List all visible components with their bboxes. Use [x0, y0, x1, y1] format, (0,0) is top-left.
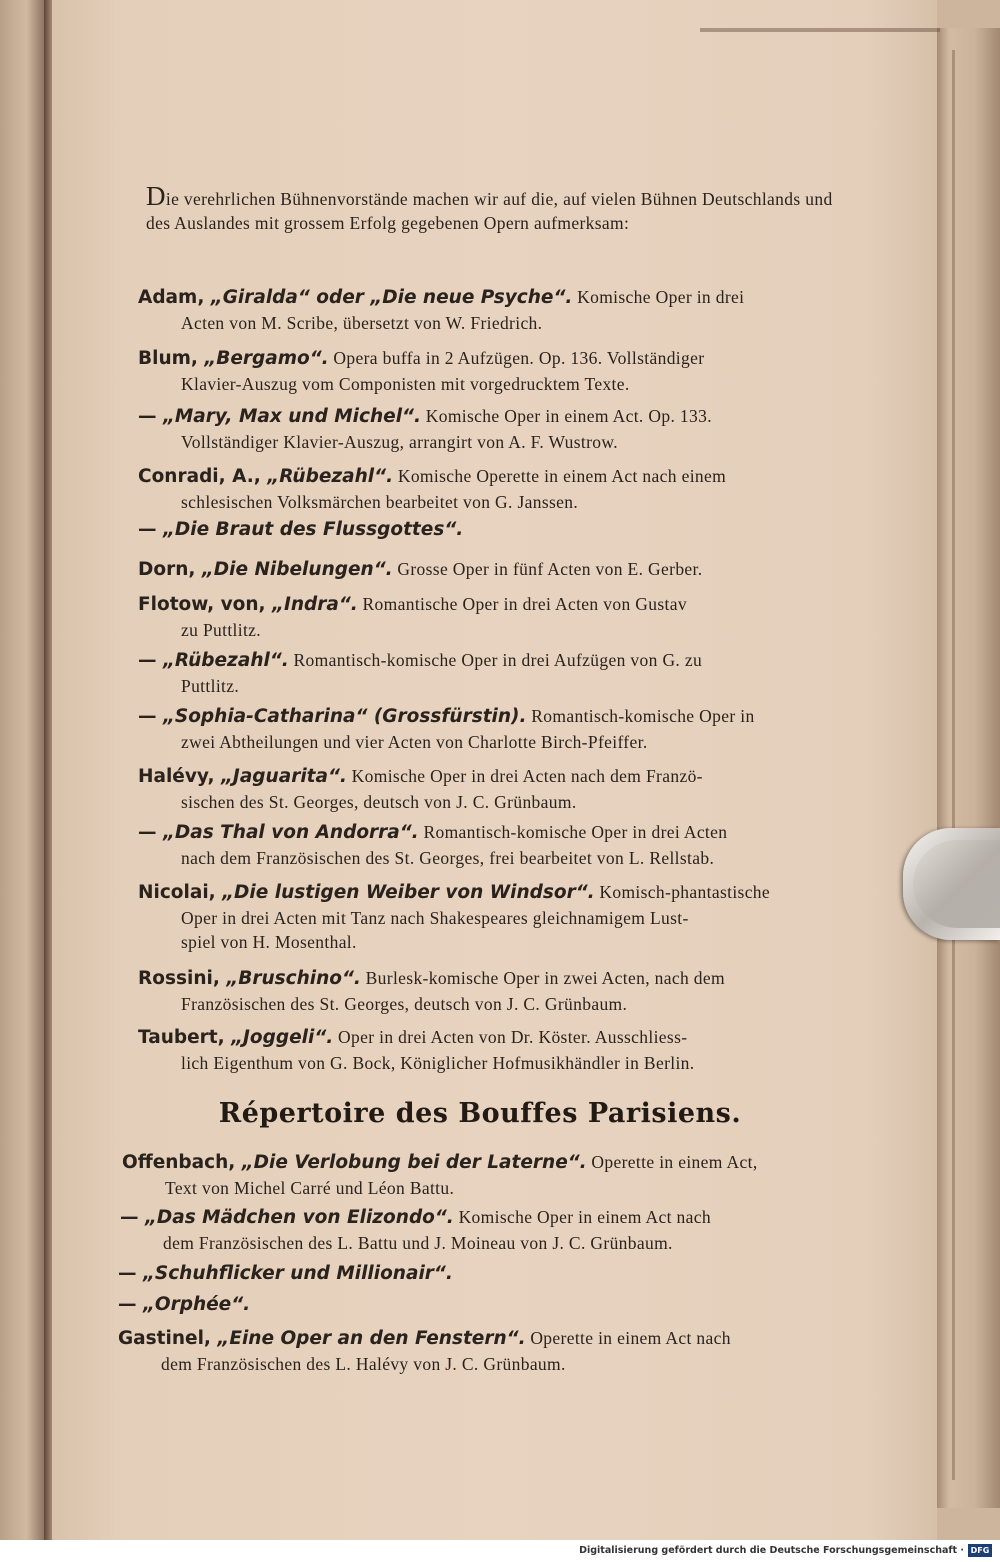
page-clip [903, 828, 1000, 940]
opera-desc: Burlesk-komische Oper in zwei Acten, nach dem [360, 968, 725, 988]
opera-desc-cont: dem Französischen des L. Halévy von J. C. Grünbaum. [161, 1353, 566, 1374]
intro-text: ie verehrlichen Bühnenvorstände machen wir auf die, auf vielen Bühnen Deutschlands und des Auslandes mit grossem Erfolg gegebenen Opern aufmerksam: [146, 189, 833, 233]
opera-desc-cont: lich Eigenthum von G. Bock, Königlicher Hofmusikhändler in Berlin. [181, 1052, 695, 1073]
opera-title: „Rübezahl“. [162, 650, 289, 671]
opera-title: „Mary, Max und Michel“. [162, 406, 421, 427]
opera-title: „Indra“. [272, 594, 358, 615]
opera-title: „Das Thal von Andorra“. [162, 822, 419, 843]
opera-entry [138, 1025, 850, 1075]
composer-name: — [138, 406, 163, 427]
composer-name: Offenbach, [122, 1152, 242, 1173]
composer-name: Conradi, A., [138, 466, 268, 487]
composer-name: Gastinel, [118, 1328, 218, 1349]
composer-name: Rossini, [138, 968, 227, 989]
opera-title: „Die lustigen Weiber von Windsor“. [222, 882, 595, 903]
composer-name: Blum, [138, 348, 205, 369]
opera-desc: Oper in drei Acten von Dr. Köster. Ausschliess- [333, 1027, 688, 1047]
composer-name: — [118, 1294, 143, 1315]
opera-desc: Komische Oper in einem Act nach [453, 1207, 711, 1227]
section-heading: Répertoire des Bouffes Parisiens. [218, 1098, 742, 1129]
opera-entry [138, 464, 850, 514]
footer-bar [0, 1540, 1000, 1562]
opera-desc-cont: Acten von M. Scribe, übersetzt von W. Friedrich. [181, 312, 543, 333]
opera-title: „Jaguarita“. [221, 766, 347, 787]
composer-name: — [118, 1263, 143, 1284]
opera-desc: Romantisch-komische Oper in [526, 706, 755, 726]
opera-entry [138, 285, 850, 335]
opera-entry [138, 648, 850, 698]
composer-name: Halévy, [138, 766, 222, 787]
opera-desc: Romantisch-komische Oper in drei Acten [418, 822, 728, 842]
composer-name: Nicolai, [138, 882, 223, 903]
opera-entry [138, 557, 850, 583]
dfg-logo: DFG [968, 1544, 992, 1557]
intro-paragraph [146, 181, 856, 235]
opera-title: „Bruschino“. [226, 968, 361, 989]
opera-desc: Romantisch-komische Oper in drei Aufzügen von G. zu [288, 650, 703, 670]
opera-desc: Komische Operette in einem Act nach einem [393, 466, 727, 486]
composer-name: — [138, 650, 163, 671]
opera-title: „Schuhflicker und Millionair“. [142, 1263, 453, 1284]
opera-desc-cont: Puttlitz. [181, 675, 240, 696]
opera-desc-cont: Text von Michel Carré und Léon Battu. [165, 1177, 455, 1198]
opera-entry [138, 820, 850, 870]
composer-name: — [138, 519, 163, 540]
opera-desc-cont: Klavier-Auszug vom Componisten mit vorgedrucktem Texte. [181, 373, 630, 394]
composer-name: — [120, 1207, 145, 1228]
opera-desc-cont: schlesischen Volksmärchen bearbeitet von G. Janssen. [181, 491, 579, 512]
opera-entry [122, 1150, 834, 1200]
opera-title: „Orphée“. [142, 1294, 251, 1315]
opera-title: „Joggeli“. [231, 1027, 334, 1048]
page-clip-shine [913, 840, 1000, 928]
opera-entry [138, 404, 850, 454]
opera-entry [138, 880, 850, 955]
opera-entry [138, 592, 850, 642]
composer-name: Taubert, [138, 1027, 232, 1048]
opera-entry [120, 1205, 832, 1255]
opera-entry [118, 1326, 830, 1376]
opera-title: „Die Nibelungen“. [201, 559, 393, 580]
opera-title: „Das Mädchen von Elizondo“. [144, 1207, 454, 1228]
opera-desc: Komische Oper in drei [572, 287, 745, 307]
opera-title: „Giralda“ oder „Die neue Psyche“. [210, 287, 573, 308]
opera-desc: Romantische Oper in drei Acten von Gustav [357, 594, 687, 614]
opera-desc: Operette in einem Act, [586, 1152, 758, 1172]
opera-desc: Komische Oper in einem Act. Op. 133. [421, 406, 712, 426]
opera-desc-cont: zu Puttlitz. [181, 619, 262, 640]
opera-desc: Komisch-phantastische [594, 882, 771, 902]
composer-name: Adam, [138, 287, 211, 308]
opera-entry [138, 346, 850, 396]
opera-desc-cont: zwei Abtheilungen und vier Acten von Charlotte Birch-Pfeiffer. [181, 731, 648, 752]
opera-desc: Operette in einem Act nach [525, 1328, 731, 1348]
composer-name: Flotow, von, [138, 594, 273, 615]
opera-title: „Eine Oper an den Fenstern“. [217, 1328, 526, 1349]
opera-desc-cont: nach dem Französischen des St. Georges, frei bearbeitet von L. Rellstab. [181, 847, 715, 868]
opera-entry [138, 517, 850, 543]
opera-desc: Grosse Oper in fünf Acten von E. Gerber. [392, 559, 703, 579]
opera-entry [138, 764, 850, 814]
opera-entry [118, 1292, 830, 1318]
opera-desc-cont: Vollständiger Klavier-Auszug, arrangirt von A. F. Wustrow. [181, 431, 618, 452]
opera-title: „Bergamo“. [204, 348, 329, 369]
composer-name: Dorn, [138, 559, 202, 580]
opera-title: „Die Verlobung bei der Laterne“. [241, 1152, 587, 1173]
opera-title: „Sophia-Catharina“ (Grossfürstin). [162, 706, 527, 727]
composer-name: — [138, 822, 163, 843]
opera-desc-cont: dem Französischen des L. Battu und J. Moineau von J. C. Grünbaum. [163, 1232, 673, 1253]
opera-title: „Rübezahl“. [267, 466, 394, 487]
intro-dropcap: D [146, 181, 166, 211]
composer-name: — [138, 706, 163, 727]
opera-entry [138, 704, 850, 754]
opera-desc: Komische Oper in drei Acten nach dem Franzö- [346, 766, 703, 786]
opera-desc-cont: sischen des St. Georges, deutsch von J. C. Grünbaum. [181, 791, 577, 812]
opera-entry [138, 966, 850, 1016]
opera-desc-cont: Oper in drei Acten mit Tanz nach Shakespeares gleichnamigem Lust- [181, 907, 689, 928]
opera-title: „Die Braut des Flussgottes“. [162, 519, 464, 540]
opera-entry [118, 1261, 830, 1287]
opera-desc-cont: spiel von H. Mosenthal. [181, 932, 357, 952]
opera-desc: Opera buffa in 2 Aufzügen. Op. 136. Vollständiger [328, 348, 705, 368]
opera-desc-cont: Französischen des St. Georges, deutsch von J. C. Grünbaum. [181, 993, 628, 1014]
funding-credit: Digitalisierung gefördert durch die Deutsche Forschungsgemeinschaft · [579, 1545, 964, 1556]
